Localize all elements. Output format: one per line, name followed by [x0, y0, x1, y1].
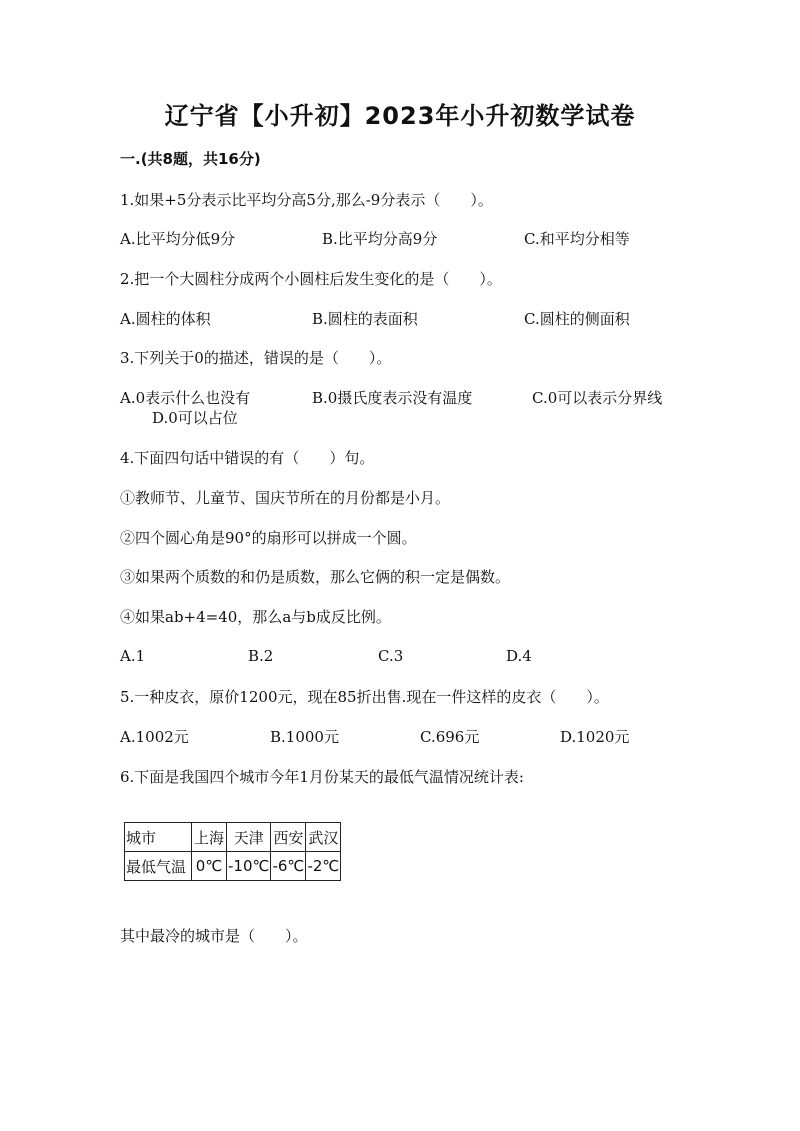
question-4: 4.下面四句话中错误的有（ ）句。 — [120, 449, 375, 467]
question-1: 1.如果+5分表示比平均分高5分,那么-9分表示（ ）。 — [120, 191, 493, 209]
q4-option-d: D.4 — [506, 647, 532, 665]
table-cell: 最低气温 — [125, 852, 192, 881]
q3-option-d: D.0可以占位 — [152, 409, 238, 427]
q2-option-a: A.圆柱的体积 — [120, 310, 211, 328]
q1-option-a: A.比平均分低9分 — [120, 230, 236, 248]
q1-option-c: C.和平均分相等 — [524, 230, 630, 248]
table-cell: -6℃ — [271, 852, 306, 881]
q2-option-b: B.圆柱的表面积 — [312, 310, 418, 328]
q5-option-a: A.1002元 — [120, 728, 189, 746]
question-6: 6.下面是我国四个城市今年1月份某天的最低气温情况统计表: — [120, 768, 524, 786]
q4-statement-2: ②四个圆心角是90°的扇形可以拼成一个圆。 — [120, 529, 417, 547]
q4-option-b: B.2 — [248, 647, 274, 665]
table-cell: 0℃ — [192, 852, 227, 881]
question-2: 2.把一个大圆柱分成两个小圆柱后发生变化的是（ ）。 — [120, 270, 502, 288]
q4-statement-4: ④如果ab+4=40，那么a与b成反比例。 — [120, 608, 391, 626]
q5-option-c: C.696元 — [420, 728, 480, 746]
q4-option-c: C.3 — [378, 647, 404, 665]
q1-option-b: B.比平均分高9分 — [322, 230, 438, 248]
q4-statement-1: ①教师节、儿童节、国庆节所在的月份都是小月。 — [120, 489, 451, 507]
table-row — [125, 852, 341, 881]
page-title: 辽宁省【小升初】2023年小升初数学试卷 — [164, 102, 636, 130]
q5-option-d: D.1020元 — [560, 728, 630, 746]
q3-option-a: A.0表示什么也没有 — [120, 389, 251, 407]
table-row — [125, 823, 341, 852]
question-3: 3.下列关于0的描述，错误的是（ ）。 — [120, 349, 392, 367]
question-5: 5.一种皮衣，原价1200元，现在85折出售.现在一件这样的皮衣（ ）。 — [120, 688, 609, 706]
table-header-cell: 天津 — [227, 823, 271, 852]
q3-option-c: C.0可以表示分界线 — [532, 389, 663, 407]
q5-option-b: B.1000元 — [270, 728, 339, 746]
q2-option-c: C.圆柱的侧面积 — [524, 310, 630, 328]
q6-followup: 其中最冷的城市是（ ）。 — [120, 927, 308, 945]
table-header-cell: 上海 — [192, 823, 227, 852]
table-cell: -10℃ — [227, 852, 271, 881]
table-header-cell: 西安 — [271, 823, 306, 852]
section-heading: 一.(共8题，共16分) — [120, 150, 261, 168]
q3-option-b: B.0摄氏度表示没有温度 — [312, 389, 473, 407]
q4-statement-3: ③如果两个质数的和仍是质数，那么它俩的积一定是偶数。 — [120, 568, 511, 586]
table-header-cell: 武汉 — [306, 823, 341, 852]
table-cell: -2℃ — [306, 852, 341, 881]
temperature-table — [124, 822, 341, 881]
table-header-cell: 城市 — [125, 823, 192, 852]
q4-option-a: A.1 — [120, 647, 146, 665]
